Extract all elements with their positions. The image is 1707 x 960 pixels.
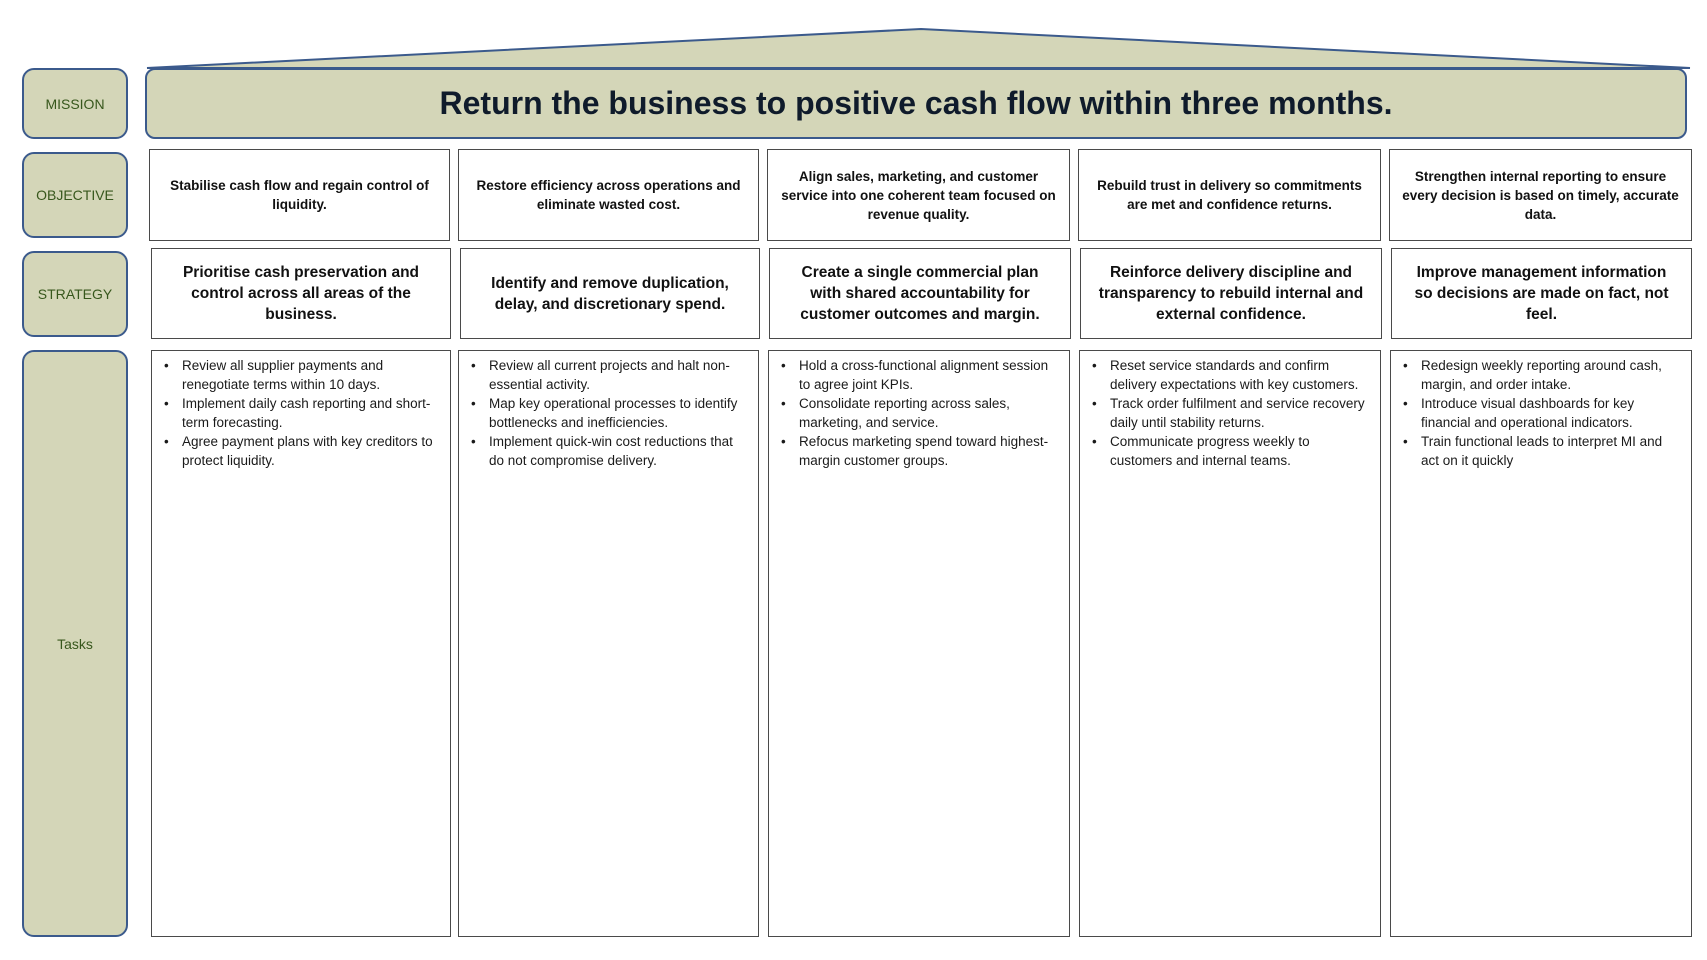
objective-box-1: Stabilise cash flow and regain control of liquidity. [149, 149, 450, 241]
strategy-box-3: Create a single commercial plan with shared accountability for customer outcomes and margin. [769, 248, 1071, 339]
tasks-box-1 [151, 350, 451, 937]
task-item: • Introduce visual dashboards for key financial and operational indicators. [1401, 394, 1679, 432]
task-item: • Implement daily cash reporting and short-term forecasting. [162, 394, 438, 432]
tasks-box-5 [1390, 350, 1692, 937]
task-item: • Review all current projects and halt non-essential activity. [469, 356, 746, 394]
task-list [1401, 356, 1679, 470]
task-list [162, 356, 438, 470]
strategy-box-4: Reinforce delivery discipline and transparency to rebuild internal and external confidence. [1080, 248, 1382, 339]
strategy-box-5: Improve management information so decisions are made on fact, not feel. [1391, 248, 1692, 339]
task-item: • Reset service standards and confirm delivery expectations with key customers. [1090, 356, 1368, 394]
task-list [1090, 356, 1368, 470]
strategy-box-2: Identify and remove duplication, delay, and discretionary spend. [460, 248, 760, 339]
task-item: • Map key operational processes to identify bottlenecks and inefficiencies. [469, 394, 746, 432]
task-item: • Implement quick-win cost reductions that do not compromise delivery. [469, 432, 746, 470]
tasks-box-3 [768, 350, 1070, 937]
task-item: • Consolidate reporting across sales, marketing, and service. [779, 394, 1057, 432]
objective-box-4: Rebuild trust in delivery so commitments are met and confidence returns. [1078, 149, 1381, 241]
objective-box-2: Restore efficiency across operations and eliminate wasted cost. [458, 149, 759, 241]
strategy-label: STRATEGY [22, 251, 128, 337]
task-item: • Agree payment plans with key creditors to protect liquidity. [162, 432, 438, 470]
task-item: • Review all supplier payments and renegotiate terms within 10 days. [162, 356, 438, 394]
task-item: • Refocus marketing spend toward highest-margin customer groups. [779, 432, 1057, 470]
objective-box-5: Strengthen internal reporting to ensure every decision is based on timely, accurate data. [1389, 149, 1692, 241]
task-item: • Communicate progress weekly to customers and internal teams. [1090, 432, 1368, 470]
task-item: • Hold a cross-functional alignment session to agree joint KPIs. [779, 356, 1057, 394]
objective-box-3: Align sales, marketing, and customer service into one coherent team focused on revenue quality. [767, 149, 1070, 241]
mission-statement: Return the business to positive cash flow within three months. [145, 68, 1687, 139]
task-item: • Train functional leads to interpret MI and act on it quickly [1401, 432, 1679, 470]
tasks-box-2 [458, 350, 759, 937]
tasks-box-4 [1079, 350, 1381, 937]
tasks-label: Tasks [22, 350, 128, 937]
task-item: • Track order fulfilment and service recovery daily until stability returns. [1090, 394, 1368, 432]
task-item: • Redesign weekly reporting around cash, margin, and order intake. [1401, 356, 1679, 394]
task-list [469, 356, 746, 470]
objective-label: OBJECTIVE [22, 152, 128, 238]
mission-label: MISSION [22, 68, 128, 139]
task-list [779, 356, 1057, 470]
strategy-box-1: Prioritise cash preservation and control across all areas of the business. [151, 248, 451, 339]
